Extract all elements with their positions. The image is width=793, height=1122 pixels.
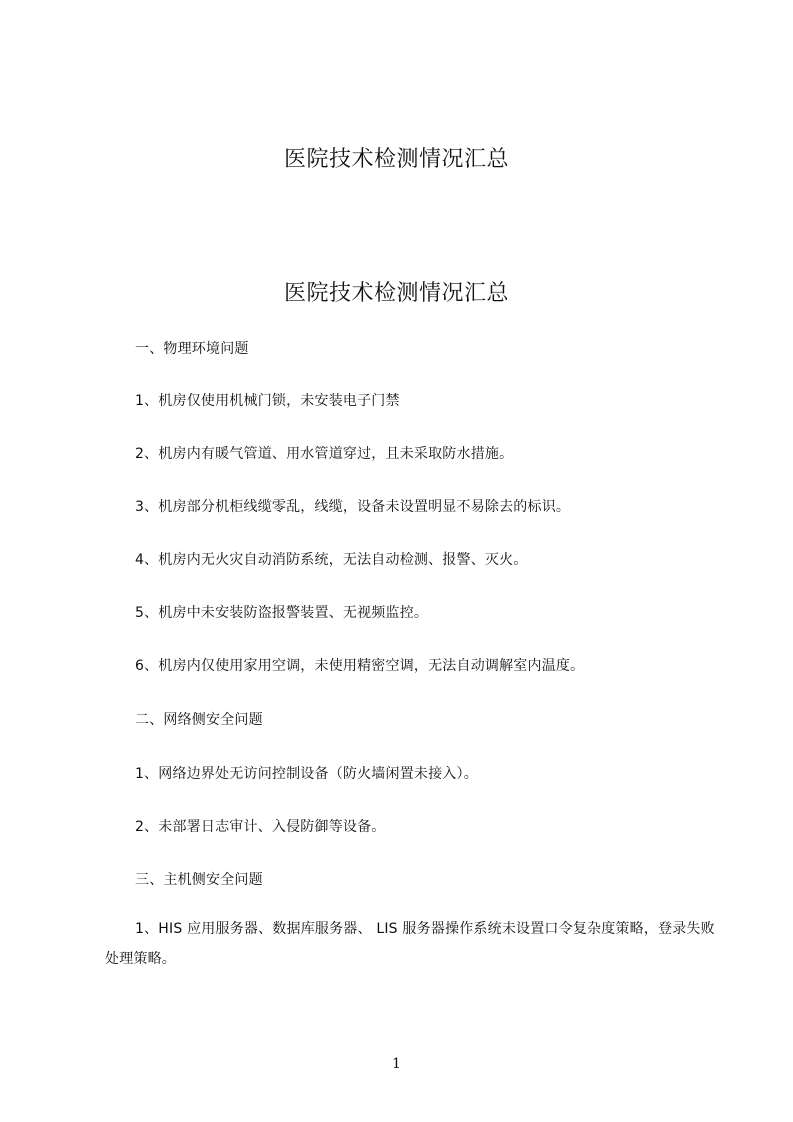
list-item: 5、机房中未安装防盗报警装置、无视频监控。 [135,605,429,621]
list-item: 6、机房内仅使用家用空调，未使用精密空调，无法自动调解室内温度。 [135,658,585,674]
list-item: 2、机房内有暖气管道、用水管道穿过，且未采取防水措施。 [135,446,514,462]
section-heading-network: 二、网络侧安全问题 [135,712,263,728]
header-title: 医院技术检测情况汇总 [283,147,509,172]
list-item: 1、网络边界处无访问控制设备（防火墙闲置未接入）。 [135,766,478,782]
list-item: 2、未部署日志审计、入侵防御等设备。 [135,819,386,835]
page-number: 1 [392,1056,401,1072]
paragraph: 1、HIS 应用服务器、数据库服务器、 LIS 服务器操作系统未设置口令复杂度策略，登录失败处理策略。 [105,921,715,967]
list-item: 1、机房仅使用机械门锁，未安装电子门禁 [135,393,400,409]
document-title: 医院技术检测情况汇总 [283,281,509,306]
list-item: 3、机房部分机柜线缆零乱，线缆，设备未设置明显不易除去的标识。 [135,499,571,515]
section-heading-physical: 一、物理环境问题 [135,341,249,357]
list-item: 4、机房内无火灾自动消防系统，无法自动检测、报警、灭火。 [135,552,528,568]
section-heading-host: 三、主机侧安全问题 [135,872,263,888]
